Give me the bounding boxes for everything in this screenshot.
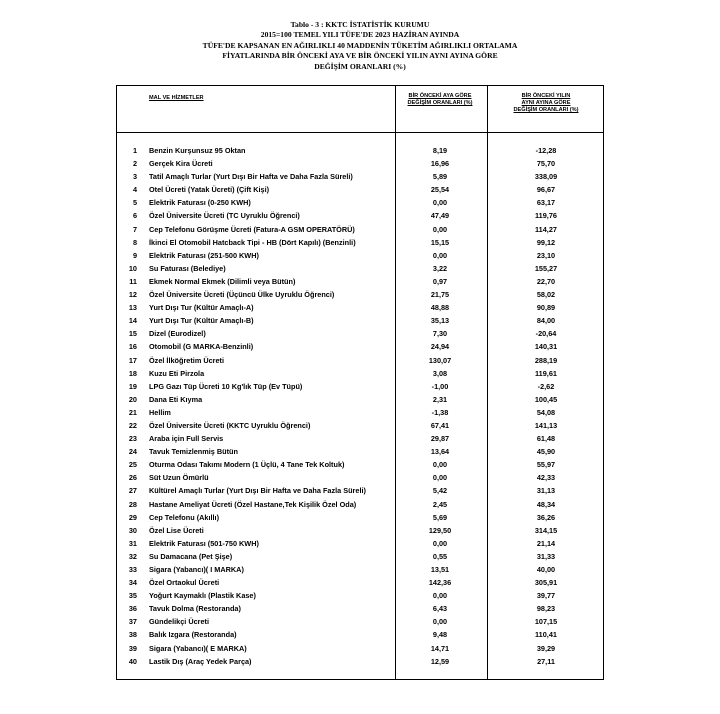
monthly-change: 0,00 (432, 460, 448, 470)
table-row (117, 432, 603, 445)
column-header-monthly (399, 93, 481, 107)
monthly-change: 6,43 (432, 604, 448, 614)
yearly-change: 39,29 (536, 643, 556, 653)
table-row (117, 458, 603, 471)
monthly-change: 142,36 (428, 578, 452, 588)
monthly-change: -1,00 (431, 381, 449, 391)
table-row (117, 445, 603, 458)
table-row (117, 511, 603, 524)
table-row (117, 589, 603, 602)
yearly-change: 48,34 (536, 499, 556, 509)
header-line: DEĞİŞİM ORANLARI (%) (407, 100, 473, 106)
title-line: FİYATLARINDA BİR ÖNCEKİ AYA VE BİR ÖNCEKİ YILIN AYNI AYINA GÖRE (222, 51, 498, 61)
monthly-change: 35,13 (430, 316, 450, 326)
yearly-change: 31,33 (536, 551, 556, 561)
yearly-change: 119,76 (535, 211, 557, 221)
yearly-change: 338,09 (534, 172, 558, 182)
monthly-change: 2,31 (432, 394, 448, 404)
table-row (117, 524, 603, 537)
title-line: Tablo - 3 : KKTC İSTATİSTİK KURUMU (290, 20, 430, 29)
monthly-change: 21,75 (430, 290, 450, 300)
item-name: Dizel (Eurodizel) (149, 329, 206, 339)
yearly-change: -2,62 (537, 381, 555, 391)
monthly-change: 12,59 (430, 656, 450, 666)
row-number: 35 (128, 591, 137, 601)
yearly-change: 98,23 (536, 604, 556, 614)
table-row (117, 615, 603, 628)
row-number: 28 (128, 499, 137, 509)
monthly-change: 0,00 (432, 198, 448, 208)
yearly-change: 55,97 (536, 460, 556, 470)
yearly-change: 58,02 (536, 290, 556, 300)
row-number: 21 (128, 407, 137, 417)
row-number: 13 (128, 303, 137, 313)
table-row (117, 367, 603, 380)
yearly-change: 288,19 (534, 355, 558, 365)
table-row (117, 209, 603, 222)
table-row (117, 576, 603, 589)
monthly-change: 0,00 (432, 617, 448, 627)
table-row (117, 327, 603, 340)
row-number: 7 (132, 224, 137, 234)
row-number: 33 (128, 565, 137, 574)
table-row (117, 642, 603, 655)
monthly-change: 13,64 (430, 447, 450, 457)
row-number: 15 (128, 329, 137, 339)
item-name: İkinci El Otomobil Hatcback Tipi - HB (Dört Kapılı) (Benzinli) (149, 237, 356, 247)
row-number: 23 (128, 434, 137, 444)
header-divider (117, 132, 603, 133)
table-row (117, 183, 603, 196)
row-number: 9 (132, 250, 137, 260)
yearly-change: 99,12 (536, 237, 556, 247)
monthly-change: 2,45 (432, 499, 448, 509)
item-name: Dana Eti Kıyma (149, 394, 203, 404)
yearly-change: 40,00 (536, 565, 556, 574)
yearly-change: 100,45 (534, 394, 558, 404)
row-number: 20 (128, 394, 137, 404)
title-line: DEĞİŞİM ORANLARI (%) (314, 61, 406, 71)
table-row (117, 288, 603, 301)
monthly-change: 129,50 (428, 525, 452, 535)
table-body (117, 144, 603, 668)
item-name: Benzin Kurşunsuz 95 Oktan (149, 146, 246, 155)
item-name: Otomobil (G MARKA-Benzinli) (149, 342, 254, 352)
monthly-change: 0,00 (432, 224, 448, 234)
table-row (117, 419, 603, 432)
row-number: 14 (128, 316, 137, 326)
monthly-change: 67,41 (430, 420, 450, 430)
row-number: 11 (129, 276, 137, 286)
table-row (117, 275, 603, 288)
row-number: 19 (128, 381, 137, 391)
row-number: 10 (128, 263, 137, 273)
yearly-change: 119,61 (535, 368, 557, 378)
table-row (117, 223, 603, 236)
row-number: 1 (132, 146, 137, 155)
yearly-change: -12,28 (535, 146, 557, 155)
column-header-item: MAL VE HİZMETLER (149, 95, 204, 101)
yearly-change: 75,70 (536, 159, 556, 169)
column-header-yearly (491, 93, 601, 114)
row-number: 30 (128, 525, 137, 535)
row-number: 34 (128, 578, 137, 588)
row-number: 27 (128, 486, 137, 496)
item-name: Elektrik Faturası (251-500 KWH) (149, 250, 259, 260)
table-row (117, 157, 603, 170)
item-name: Sigara (Yabancı)( I MARKA) (149, 565, 244, 574)
monthly-change: 13,51 (430, 565, 450, 574)
header-line: AYNI AYINA GÖRE (521, 100, 571, 106)
monthly-change: -1,38 (431, 407, 449, 417)
yearly-change: 36,26 (536, 512, 556, 522)
item-name: Kuzu Eti Pirzola (149, 368, 205, 378)
monthly-change: 0,00 (432, 250, 448, 260)
item-name: Elektrik Faturası (501-750 KWH) (149, 538, 259, 548)
monthly-change: 7,30 (432, 329, 448, 339)
monthly-change: 25,54 (430, 185, 450, 195)
monthly-change: 16,96 (430, 159, 450, 169)
table-row (117, 144, 603, 157)
item-name: Süt Uzun Ömürlü (149, 473, 209, 483)
item-name: Özel Üniversite Ücreti (TC Uyruklu Öğrenci) (149, 211, 300, 221)
item-name: Özel Üniversite Ücreti (Üçüncü Ülke Uyruklu Öğrenci) (149, 290, 335, 300)
monthly-change: 5,69 (432, 512, 448, 522)
item-name: Su Damacana (Pet Şişe) (149, 551, 233, 561)
monthly-change: 15,15 (430, 237, 450, 247)
item-name: Tavuk Dolma (Restoranda) (149, 604, 241, 614)
item-name: Araba için Full Servis (149, 434, 224, 444)
item-name: Sigara (Yabancı)( E MARKA) (149, 643, 247, 653)
item-name: Su Faturası (Belediye) (149, 263, 226, 273)
item-name: Hastane Ameliyat Ücreti (Özel Hastane,Tek Kişilik Özel Oda) (149, 499, 357, 509)
yearly-change: 114,27 (535, 224, 557, 234)
item-name: Yurt Dışı Tur (Kültür Amaçlı-A) (149, 303, 254, 313)
yearly-change: 155,27 (534, 263, 558, 273)
data-table (116, 85, 604, 680)
table-row (117, 563, 603, 576)
yearly-change: 54,08 (536, 407, 556, 417)
item-name: Ekmek Normal Ekmek (Dilimli veya Bütün) (149, 276, 296, 286)
monthly-change: 130,07 (428, 355, 452, 365)
table-row (117, 471, 603, 484)
yearly-change: 61,48 (536, 434, 556, 444)
header-line: DEĞİŞİM ORANLARI (%) (513, 107, 579, 113)
yearly-change: 21,14 (536, 538, 556, 548)
table-row (117, 393, 603, 406)
row-number: 12 (128, 290, 137, 300)
yearly-change: 84,00 (536, 316, 556, 326)
table-row (117, 655, 603, 668)
yearly-change: 140,31 (534, 342, 558, 352)
table-row (117, 380, 603, 393)
monthly-change: 3,22 (432, 263, 448, 273)
item-name: Tavuk Temizlenmiş Bütün (149, 447, 238, 457)
table-row (117, 602, 603, 615)
item-name: Hellim (149, 407, 171, 417)
table-row (117, 301, 603, 314)
row-number: 31 (128, 538, 137, 548)
yearly-change: 107,15 (534, 617, 558, 627)
monthly-change: 8,19 (432, 146, 448, 155)
row-number: 16 (128, 342, 137, 352)
item-name: LPG Gazı Tüp Ücreti 10 Kg'lık Tüp (Ev Tüpü) (149, 381, 303, 391)
yearly-change: -20,64 (535, 329, 557, 339)
row-number: 26 (128, 473, 137, 483)
monthly-change: 0,97 (432, 276, 448, 286)
item-name: Gündelikçi Ücreti (149, 617, 210, 627)
yearly-change: 22,70 (536, 276, 556, 286)
row-number: 3 (132, 172, 137, 182)
header-line: BİR ÖNCEKİ AYA GÖRE (408, 93, 472, 99)
yearly-change: 31,13 (536, 486, 556, 496)
table-row (117, 484, 603, 497)
row-number: 38 (128, 630, 137, 640)
item-name: Elektrik Faturası (0-250 KWH) (149, 198, 251, 208)
yearly-change: 42,33 (536, 473, 556, 483)
yearly-change: 45,90 (536, 447, 556, 457)
monthly-change: 29,87 (430, 434, 450, 444)
yearly-change: 23,10 (536, 250, 556, 260)
monthly-change: 0,00 (432, 473, 448, 483)
table-row (117, 340, 603, 353)
row-number: 25 (128, 460, 137, 470)
item-name: Özel Ortaokul Ücreti (149, 578, 220, 588)
monthly-change: 9,48 (432, 630, 448, 640)
item-name: Özel Üniversite Ücreti (KKTC Uyruklu Öğrenci) (149, 420, 311, 430)
item-name: Yurt Dışı Tur (Kültür Amaçlı-B) (149, 316, 254, 326)
yearly-change: 96,67 (536, 185, 556, 195)
table-row (117, 236, 603, 249)
monthly-change: 5,42 (432, 486, 448, 496)
table-row (117, 249, 603, 262)
row-number: 18 (128, 368, 137, 378)
monthly-change: 14,71 (430, 643, 450, 653)
item-name: Oturma Odası Takımı Modern (1 Üçlü, 4 Tane Tek Koltuk) (149, 460, 345, 470)
row-number: 39 (128, 643, 137, 653)
table-row (117, 170, 603, 183)
item-name: Cep Telefonu Görüşme Ücreti (Fatura-A GSM OPERATÖRÜ) (149, 224, 355, 234)
yearly-change: 141,13 (534, 420, 558, 430)
row-number: 36 (128, 604, 137, 614)
row-number: 4 (132, 185, 137, 195)
item-name: Otel Ücreti (Yatak Ücreti) (Çift Kişi) (149, 185, 270, 195)
row-number: 37 (128, 617, 137, 627)
table-row (117, 537, 603, 550)
table-title (0, 20, 720, 72)
table-row (117, 196, 603, 209)
yearly-change: 305,91 (534, 578, 558, 588)
row-number: 22 (128, 420, 137, 430)
yearly-change: 90,89 (536, 303, 556, 313)
monthly-change: 3,08 (432, 368, 448, 378)
row-number: 24 (128, 447, 137, 457)
title-line: 2015=100 TEMEL YILI TÜFE'DE 2023 HAZİRAN AYINDA (260, 30, 460, 40)
row-number: 2 (132, 159, 137, 169)
table-row (117, 354, 603, 367)
yearly-change: 27,11 (537, 656, 555, 666)
row-number: 32 (128, 551, 137, 561)
yearly-change: 39,77 (536, 591, 556, 601)
monthly-change: 24,94 (430, 342, 450, 352)
table-row (117, 262, 603, 275)
item-name: Balık Izgara (Restoranda) (149, 630, 237, 640)
row-number: 17 (128, 355, 137, 365)
item-name: Özel Lise Ücreti (149, 525, 204, 535)
table-row (117, 498, 603, 511)
table-row (117, 550, 603, 563)
monthly-change: 47,49 (430, 211, 450, 221)
row-number: 40 (128, 656, 137, 666)
table-row (117, 314, 603, 327)
item-name: Gerçek Kira Ücreti (149, 159, 213, 169)
yearly-change: 63,17 (536, 198, 556, 208)
header-line: BİR ÖNCEKİ YILIN (521, 93, 571, 99)
item-name: Kültürel Amaçlı Turlar (Yurt Dışı Bir Hafta ve Daha Fazla Süreli) (149, 486, 366, 496)
yearly-change: 314,15 (534, 525, 558, 535)
monthly-change: 5,89 (432, 172, 448, 182)
title-line: TÜFE'DE KAPSANAN EN AĞIRLIKLI 40 MADDENİN TÜKETİM AĞIRLIKLI ORTALAMA (202, 40, 518, 50)
item-name: Tatil Amaçlı Turlar (Yurt Dışı Bir Hafta ve Daha Fazla Süreli) (149, 172, 353, 182)
row-number: 6 (132, 211, 137, 221)
monthly-change: 48,88 (430, 303, 450, 313)
row-number: 8 (132, 237, 137, 247)
monthly-change: 0,00 (432, 538, 448, 548)
item-name: Cep Telefonu (Akıllı) (149, 512, 219, 522)
item-name: Lastik Dış (Araç Yedek Parça) (149, 656, 252, 666)
row-number: 29 (128, 512, 137, 522)
monthly-change: 0,55 (432, 551, 448, 561)
table-row (117, 406, 603, 419)
yearly-change: 110,41 (535, 630, 557, 640)
monthly-change: 0,00 (432, 591, 448, 601)
table-row (117, 628, 603, 641)
row-number: 5 (132, 198, 137, 208)
item-name: Özel İlköğretim Ücreti (149, 355, 225, 365)
item-name: Yoğurt Kaymaklı (Plastik Kase) (149, 591, 256, 601)
